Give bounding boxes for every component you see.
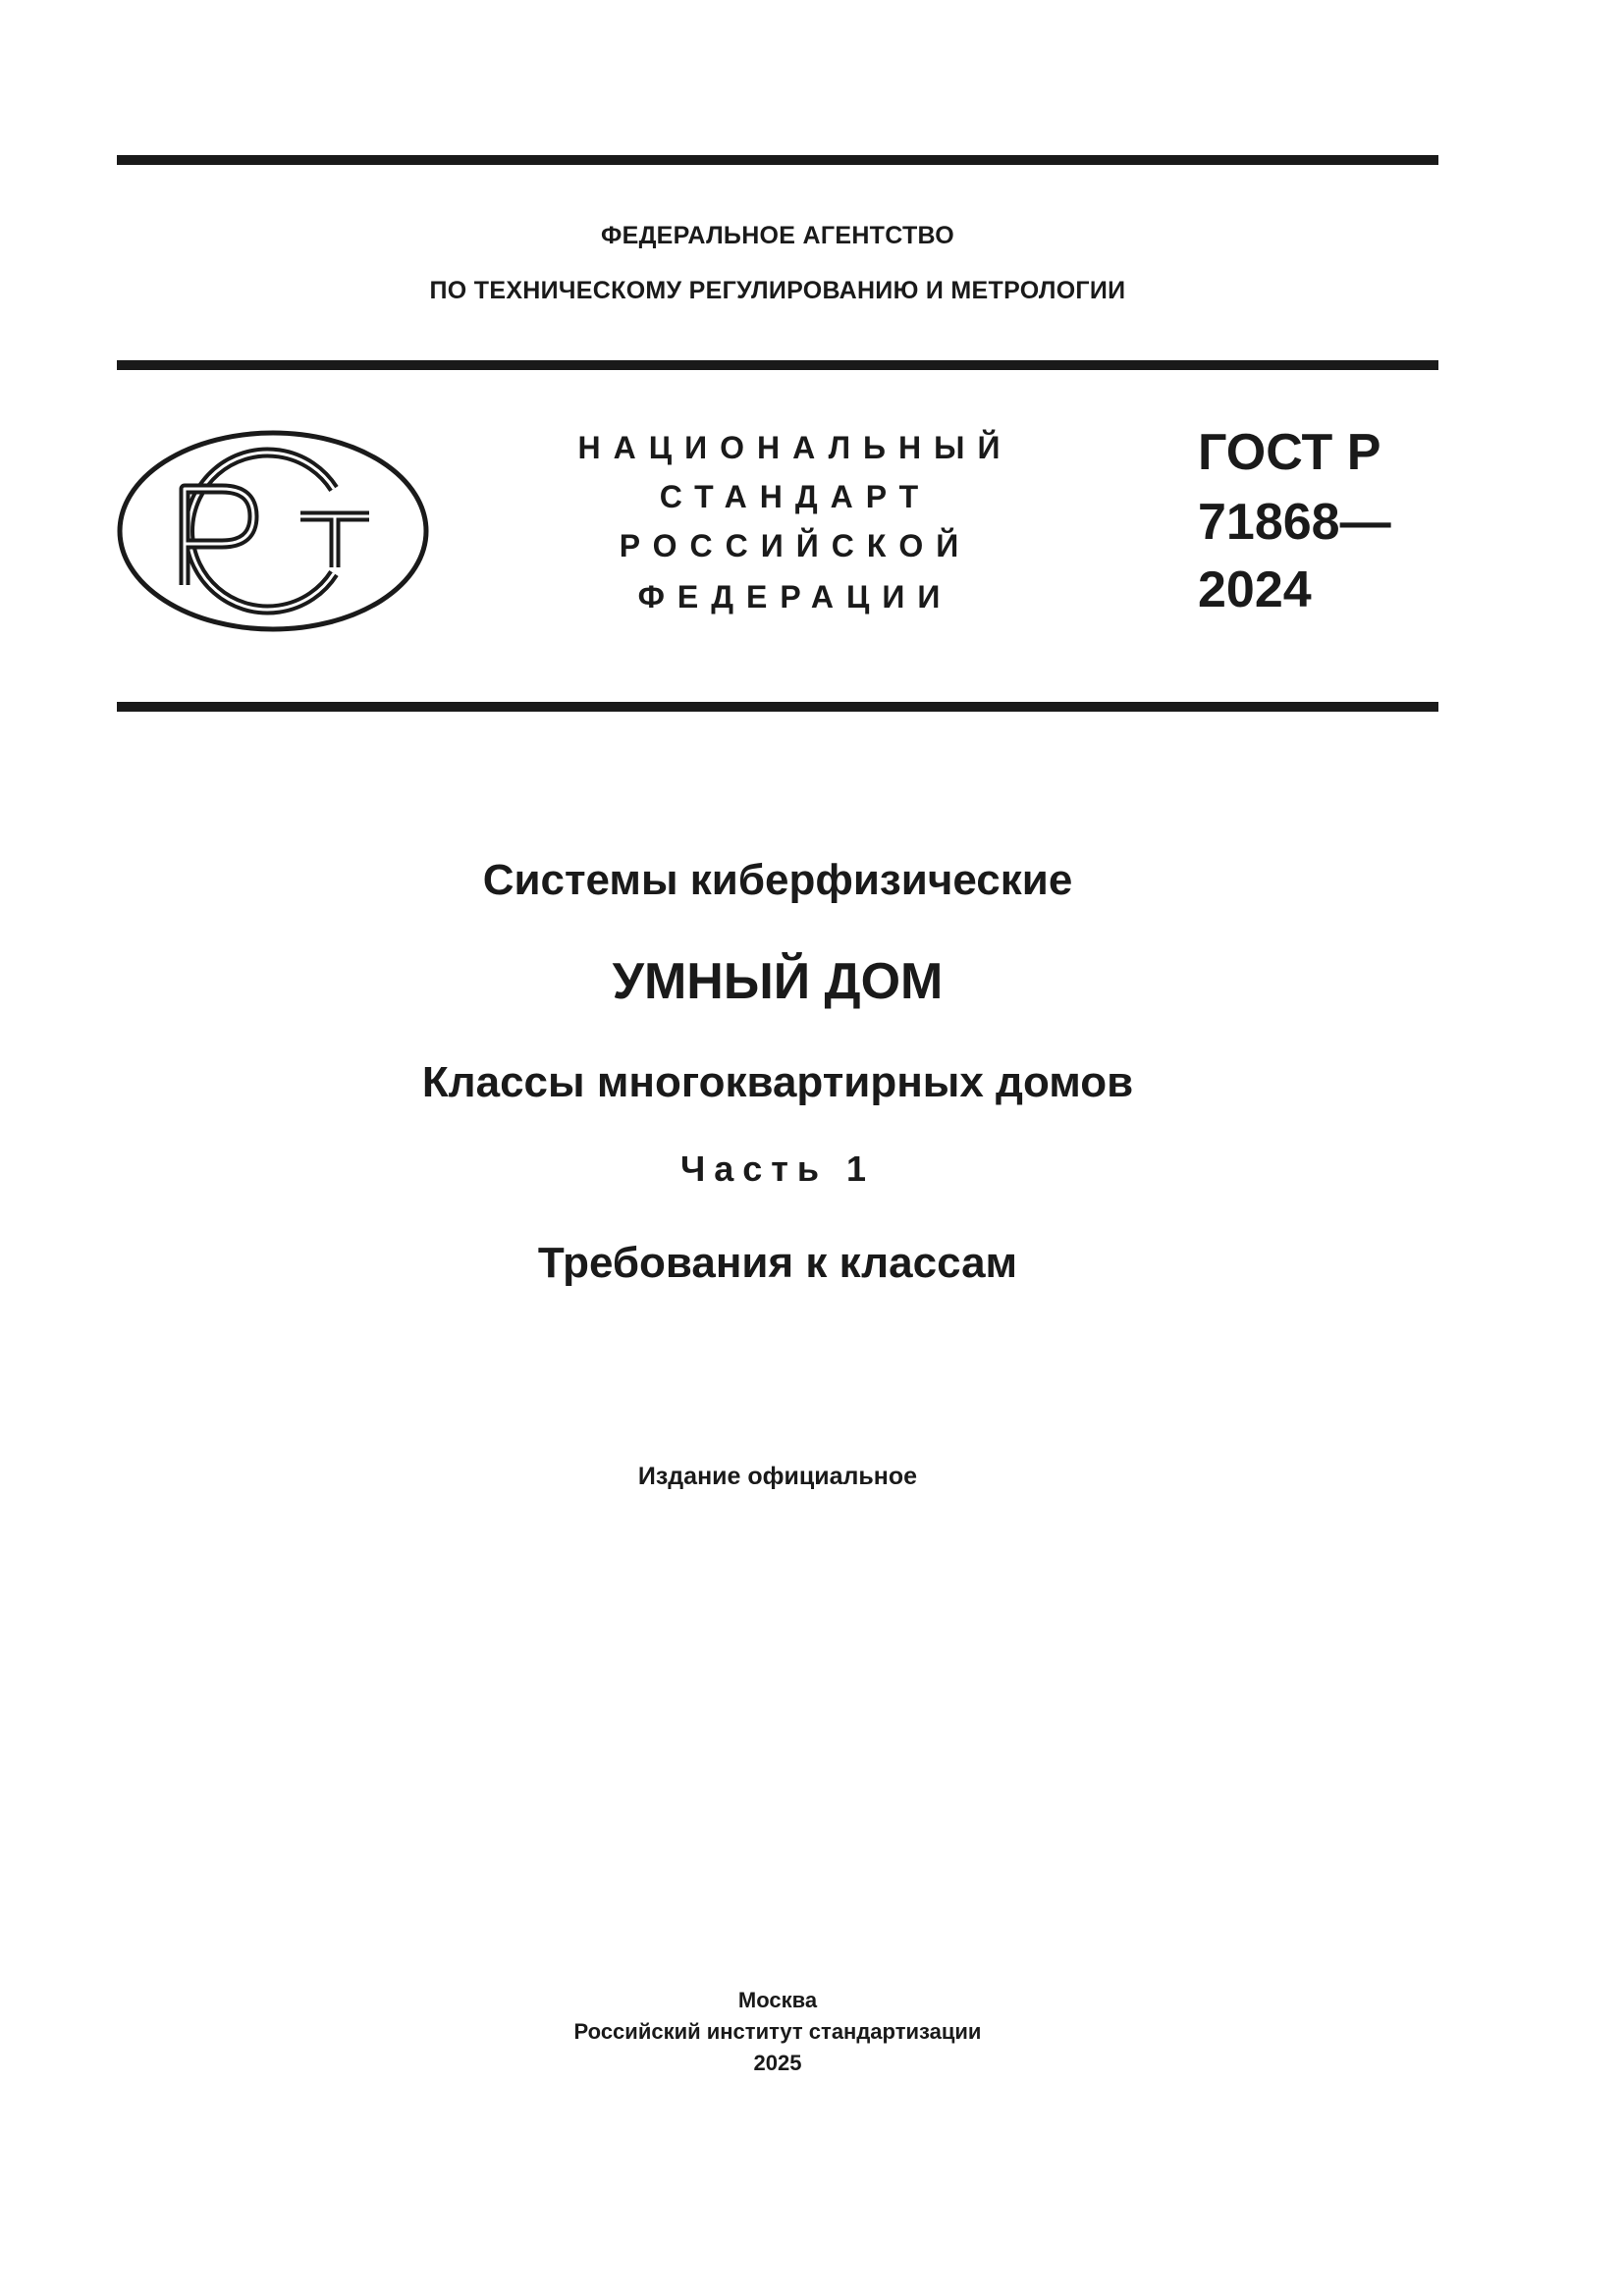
national-line-2: СТАНДАРТ — [659, 479, 932, 514]
part-number: Часть 1 — [679, 1148, 876, 1189]
edition-note: Издание официальное — [637, 1463, 918, 1490]
national-line-4: ФЕДЕРАЦИИ — [637, 579, 953, 614]
publisher-city: Москва — [737, 1988, 818, 2012]
rst-logo-icon — [116, 428, 430, 634]
title-line-2: УМНЫЙ ДОМ — [612, 953, 944, 1010]
title-line-5: Требования к классам — [537, 1239, 1018, 1287]
national-line-1: НАЦИОНАЛЬНЫЙ — [577, 430, 1013, 465]
publisher-institute: Российский институт стандартизации — [573, 2019, 982, 2044]
header-divider — [117, 360, 1438, 370]
designation-line-1: ГОСТ Р — [1198, 424, 1381, 481]
designation-line-3: 2024 — [1198, 561, 1312, 618]
designation-line-2: 71868— — [1198, 494, 1391, 551]
title-line-3: Классы многоквартирных домов — [421, 1058, 1134, 1106]
publisher-year: 2025 — [753, 2051, 802, 2075]
title-line-1: Системы киберфизические — [482, 856, 1073, 904]
national-line-3: РОССИЙСКОЙ — [619, 528, 972, 563]
agency-name-line2: ПО ТЕХНИЧЕСКОМУ РЕГУЛИРОВАНИЮ И МЕТРОЛОГИИ — [429, 277, 1126, 304]
standard-block-divider — [117, 702, 1438, 712]
agency-name-line1: ФЕДЕРАЛЬНОЕ АГЕНТСТВО — [600, 222, 955, 249]
top-rule — [117, 155, 1438, 165]
